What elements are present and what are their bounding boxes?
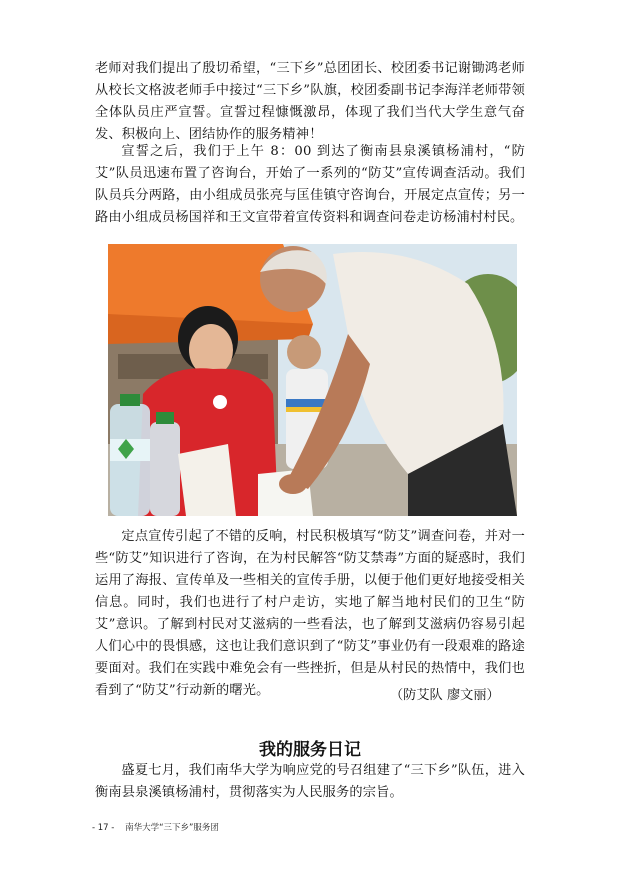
footer-org: 南华大学“三下乡”服务团 bbox=[125, 823, 219, 833]
paragraph-4: 盛夏七月，我们南华大学为响应党的号召组建了“三下乡”队伍，进入衡南县泉溪镇杨浦村，贯彻落实为人民服务的宗旨。 bbox=[95, 763, 525, 800]
paragraph-2: 宣誓之后，我们于上午 8：00 到达了衡南县泉溪镇杨浦村，“防艾”队员迅速布置了咨询台，开始了一系列的“防艾”宣传调查活动。我们队员兵分两路，由小组成员张亮与匡佳镇守咨询台，开展定点宣传；另一路由小组成员杨国祥和王文宣带着宣传资料和调查问卷走访杨浦村村民。 bbox=[95, 144, 525, 225]
event-photo bbox=[108, 244, 517, 516]
section-heading: 我的服务日记 bbox=[259, 740, 361, 760]
author-signature: （防艾队 廖文丽） bbox=[390, 688, 500, 703]
paragraph-3: 定点宣传引起了不错的反响，村民积极填写“防艾”调查问卷，并对一些“防艾”知识进行了咨询，在为村民解答“防艾禁毒”方面的疑惑时，我们运用了海报、宣传单及一些相关的宣传手册，以便于他们更好地接受相关信息。同时，我们也进行了村户走访，实地了解当地村民们的卫生“防艾”意识。了解到村民对艾滋病的一些看法，也了解到艾滋病仍容易引起人们心中的畏惧感，这也让我们意识到了“防艾”事业仍有一段艰难的路途要面对。我们在实践中难免会有一些挫折，但是从村民的热情中，我们也看到了“防艾”行动新的曙光。 bbox=[95, 529, 525, 698]
page-number: - 17 - bbox=[92, 823, 115, 833]
paragraph-1: 老师对我们提出了殷切希望，“三下乡”总团团长、校团委书记谢锄鸿老师从校长文格波老师手中接过“三下乡”队旗，校团委副书记李海洋老师带领全体队员庄严宣誓。宣誓过程慷慨激昂，体现了我们当代大学生意气奋发、积极向上、团结协作的服务精神！ bbox=[95, 61, 525, 142]
page-footer bbox=[92, 821, 227, 833]
